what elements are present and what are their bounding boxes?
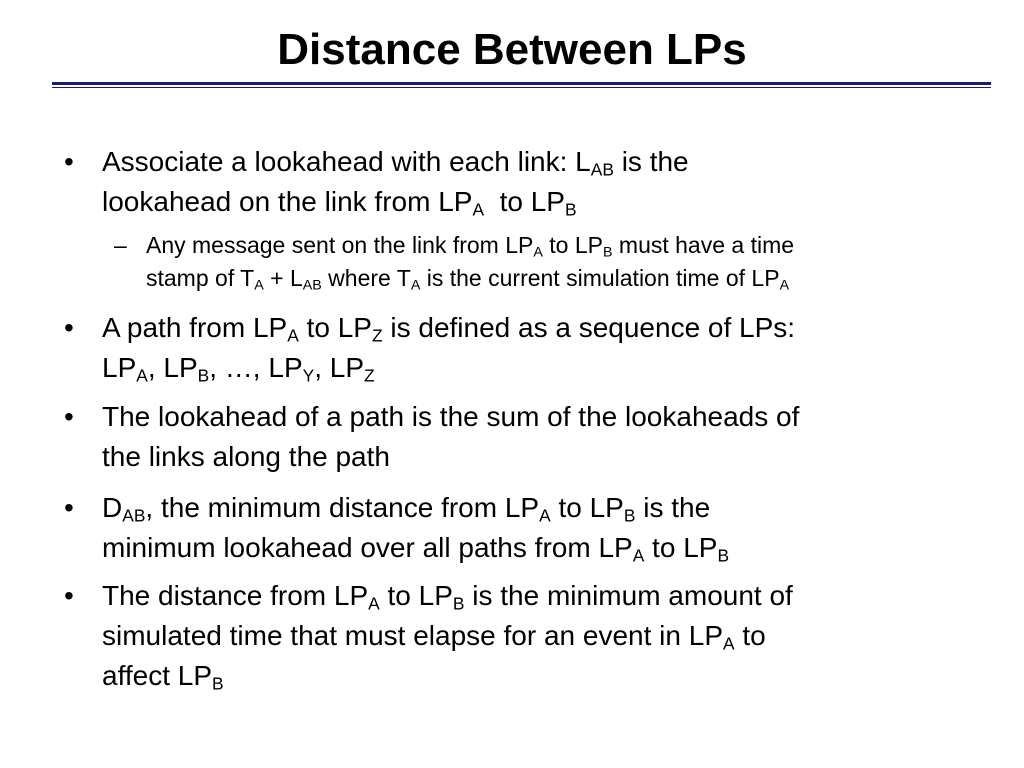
bullet-marker: • [64,312,74,343]
sub-bullet-marker: – [114,232,127,258]
bullet-1-text [102,142,982,222]
bullet-marker: • [64,401,74,432]
bullet-1-line-2: lookahead on the link from $LP_A$ to $LP_B$ [102,186,577,220]
bullet-2-line-2: $LP_A$, $LP_B$, …, $LP_Y$, $LP_Z$ [102,352,375,386]
bullet-4-text [102,488,982,568]
bullet-marker: • [64,146,74,177]
bullet-3-text [102,397,982,477]
bullet-2-text [102,308,982,388]
bullet-2-line-1: A path from $LP_A$ to $LP_Z$ is defined as a sequence of LPs: [102,312,796,346]
bullet-1-line-1: Associate a lookahead with each link: $L_{AB}$ is the [102,146,689,180]
title-rule-thick [52,82,991,85]
bullet-marker: • [64,580,74,611]
bullet-3-line-1: The lookahead of a path is the sum of the lookaheads of [102,401,800,432]
bullet-5-text [102,576,982,696]
sub-bullet-1-text [146,229,986,295]
bullet-3-line-2: the links along the path [102,441,390,472]
sub-bullet-line-1: Any message sent on the link from $LP_A$ to $LP_B$ must have a time [146,232,795,261]
sub-bullet-line-2: stamp of $T_A + L_{AB}$ where $T_A$ is the current simulation time of $LP_A$ [146,265,790,294]
slide-title: Distance Between LPs [277,25,747,74]
bullet-4-line-2: minimum lookahead over all paths from $LP_A$ to $LP_B$ [102,532,730,566]
bullet-5-line-3: affect $LP_B$ [102,660,224,694]
bullet-5-line-2: simulated time that must elapse for an event in $LP_A$ to [102,620,766,654]
bullet-4-line-1: $D_{AB}$, the minimum distance from $LP_A$ to $LP_B$ is the [102,492,711,526]
bullet-marker: • [64,492,74,523]
bullet-5-line-1: The distance from $LP_A$ to $LP_B$ is the minimum amount of [102,580,793,614]
title-rule-thin [52,87,991,88]
